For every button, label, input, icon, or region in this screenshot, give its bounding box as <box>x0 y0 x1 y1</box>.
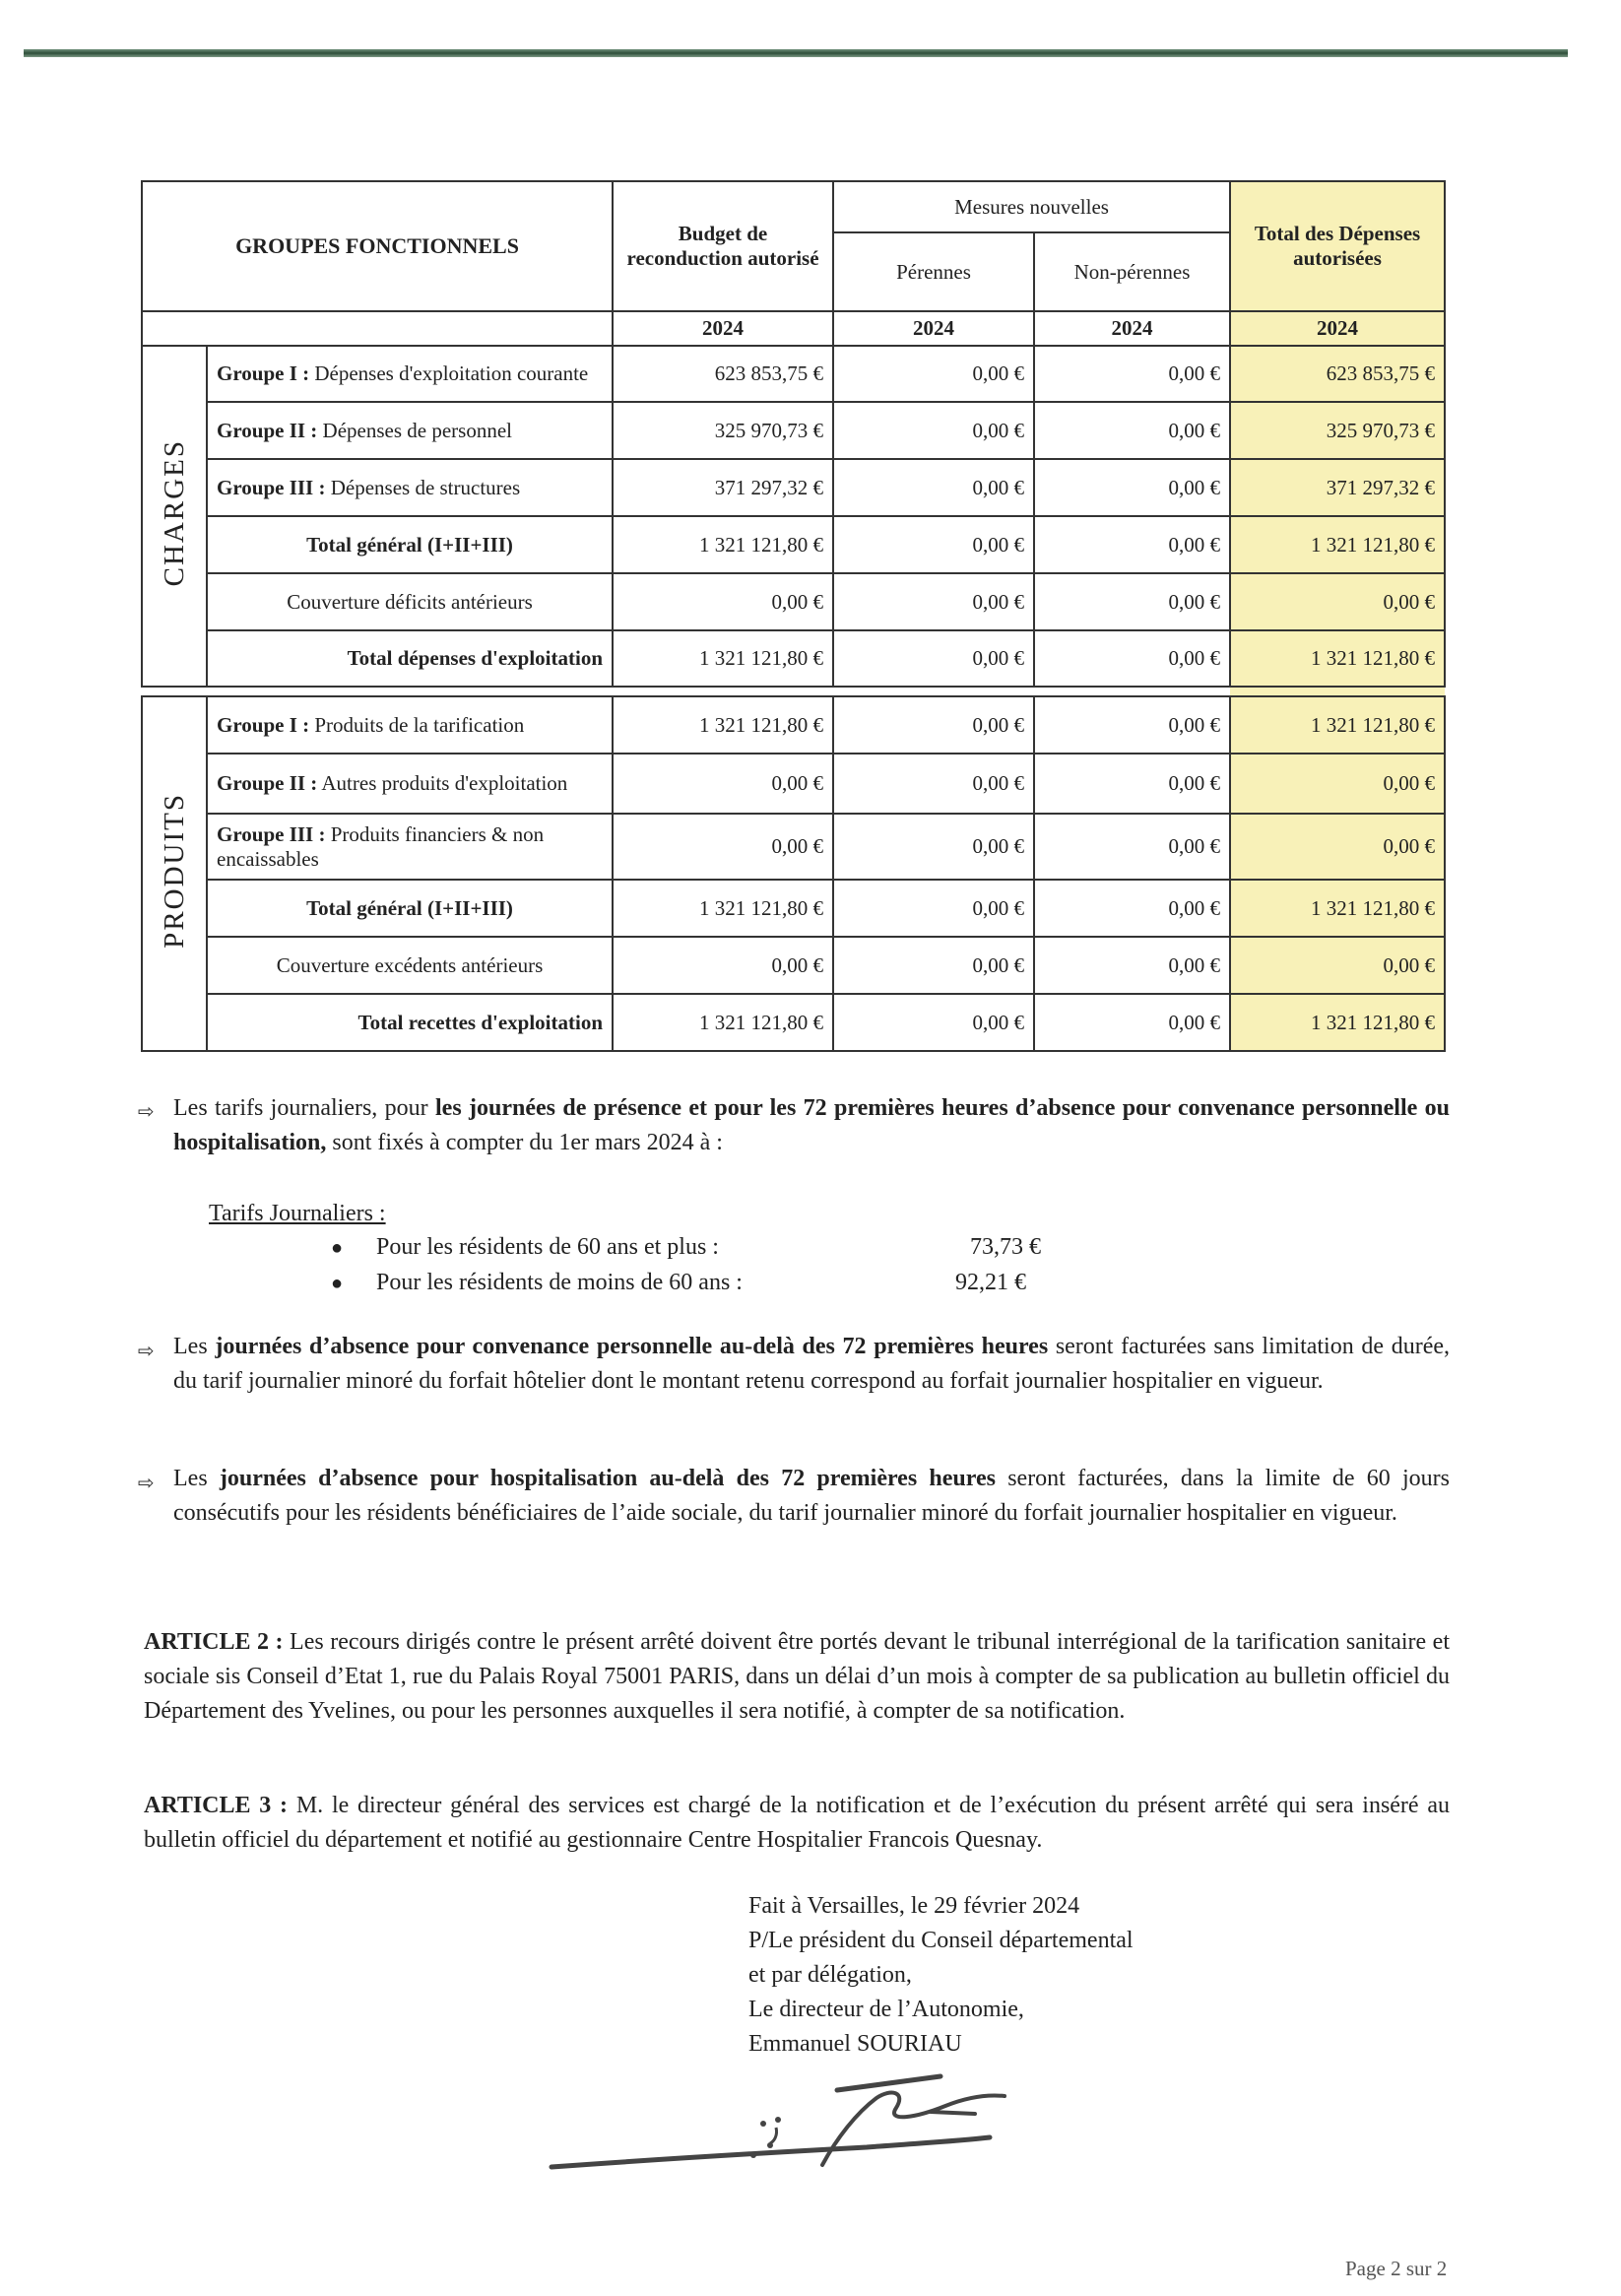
header-perennes: Pérennes <box>833 232 1034 311</box>
row-label: Total général (I+II+III) <box>207 516 613 573</box>
top-rule <box>24 49 1568 57</box>
cell-perennes: 0,00 € <box>833 516 1034 573</box>
bullet-icon: ● <box>331 1237 344 1259</box>
year-budget: 2024 <box>613 311 833 346</box>
tarif-label: Pour les résidents de 60 ans et plus : <box>376 1234 719 1260</box>
year-non-perennes: 2024 <box>1034 311 1230 346</box>
cell-perennes: 0,00 € <box>833 696 1034 754</box>
table-row <box>142 754 1445 814</box>
cell-budget: 1 321 121,80 € <box>613 696 833 754</box>
cell-total: 325 970,73 € <box>1230 402 1445 459</box>
signature-name: Emmanuel SOURIAU <box>748 2031 962 2057</box>
cell-budget: 0,00 € <box>613 573 833 630</box>
header-budget: Budget de reconduction autorisé <box>613 181 833 311</box>
article-3-title: ARTICLE 3 : <box>144 1793 289 1818</box>
row-label: Produits de la tarification <box>309 712 525 737</box>
cell-budget: 623 853,75 € <box>613 346 833 402</box>
cell-perennes: 0,00 € <box>833 459 1034 516</box>
row-prefix: Groupe III : <box>217 821 326 846</box>
year-perennes: 2024 <box>833 311 1034 346</box>
cell-total: 1 321 121,80 € <box>1230 994 1445 1051</box>
row-label: Couverture excédents antérieurs <box>207 937 613 994</box>
cell-total: 0,00 € <box>1230 573 1445 630</box>
cell-total: 0,00 € <box>1230 754 1445 814</box>
year-total: 2024 <box>1230 311 1445 346</box>
table-row <box>142 402 1445 459</box>
cell-total: 1 321 121,80 € <box>1230 516 1445 573</box>
table-row <box>142 696 1445 754</box>
row-label: Dépenses d'exploitation courante <box>309 361 589 385</box>
cell-total: 1 321 121,80 € <box>1230 696 1445 754</box>
cell-budget: 1 321 121,80 € <box>613 880 833 937</box>
table-row <box>142 994 1445 1051</box>
handwritten-signature <box>542 2068 1014 2197</box>
header-non-perennes: Non-pérennes <box>1034 232 1230 311</box>
cell-perennes: 0,00 € <box>833 346 1034 402</box>
charges-side-label: CHARGES <box>142 346 207 687</box>
cell-total: 371 297,32 € <box>1230 459 1445 516</box>
tarif-label: Pour les résidents de moins de 60 ans : <box>376 1270 743 1295</box>
cell-non-perennes: 0,00 € <box>1034 402 1230 459</box>
cell-non-perennes: 0,00 € <box>1034 516 1230 573</box>
tarif-value: 73,73 € <box>970 1234 1041 1260</box>
table-row <box>142 937 1445 994</box>
row-prefix: Groupe III : <box>217 475 326 499</box>
table-row <box>142 630 1445 687</box>
row-prefix: Groupe II : <box>217 418 318 442</box>
cell-budget: 0,00 € <box>613 814 833 880</box>
cell-total: 0,00 € <box>1230 814 1445 880</box>
arrow-icon: ⇨ <box>138 1339 155 1362</box>
table-row <box>142 346 1445 402</box>
page-number: Page 2 sur 2 <box>1345 2257 1448 2280</box>
cell-non-perennes: 0,00 € <box>1034 937 1230 994</box>
signature-place-date: Fait à Versailles, le 29 février 2024 <box>748 1893 1080 1919</box>
article-3: ARTICLE 3 : M. le directeur général des services est chargé de la notification et de l’exécution du présent arrêté qui sera inséré au bulletin officiel du département et notifié au gestionnaire Centre Hospitalier Francois Quesnay. <box>144 1793 1450 1853</box>
header-groups: GROUPES FONCTIONNELS <box>142 181 613 311</box>
header-mesures: Mesures nouvelles <box>833 181 1230 232</box>
cell-total: 0,00 € <box>1230 937 1445 994</box>
cell-perennes: 0,00 € <box>833 754 1034 814</box>
tarifs-heading: Tarifs Journaliers : <box>209 1201 386 1226</box>
table-row <box>142 573 1445 630</box>
row-label: Produits financiers & non encaissables <box>217 821 545 871</box>
cell-perennes: 0,00 € <box>833 994 1034 1051</box>
cell-non-perennes: 0,00 € <box>1034 880 1230 937</box>
row-prefix: Groupe I : <box>217 361 310 385</box>
cell-non-perennes: 0,00 € <box>1034 994 1230 1051</box>
table-row <box>142 516 1445 573</box>
cell-perennes: 0,00 € <box>833 573 1034 630</box>
cell-non-perennes: 0,00 € <box>1034 814 1230 880</box>
row-label: Couverture déficits antérieurs <box>207 573 613 630</box>
signature-delegation: et par délégation, <box>748 1962 912 1988</box>
cell-budget: 371 297,32 € <box>613 459 833 516</box>
cell-non-perennes: 0,00 € <box>1034 346 1230 402</box>
cell-perennes: 0,00 € <box>833 937 1034 994</box>
article-2: ARTICLE 2 : Les recours dirigés contre le présent arrêté doivent être portés devant le tribunal interrégional de la tarification sanitaire et sociale sis Conseil d’Etat 1, rue du Palais Royal 75001 PARIS, dans un délai d’un mois à compter de sa publication au bulletin officiel du Département des Yvelines, ou pour les personnes auxquelles il sera notifié, à compter de sa notification. <box>144 1629 1451 1724</box>
bullet-icon: ● <box>331 1273 344 1294</box>
row-label: Total dépenses d'exploitation <box>207 630 613 687</box>
cell-budget: 0,00 € <box>613 754 833 814</box>
cell-perennes: 0,00 € <box>833 630 1034 687</box>
row-prefix: Groupe II : <box>217 771 318 795</box>
paragraph-absence-convenance: Les journées d’absence pour convenance personnelle au-delà des 72 premières heures seront facturées sans limitation de durée, du tarif journalier minoré du forfait hôtelier dont le montant retenu correspond au forfait journalier hospitalier en vigueur. <box>173 1334 1450 1394</box>
budget-table <box>141 180 1446 1052</box>
table-row <box>142 459 1445 516</box>
tarif-value: 92,21 € <box>955 1270 1026 1295</box>
cell-perennes: 0,00 € <box>833 814 1034 880</box>
produits-side-label: PRODUITS <box>142 696 207 1051</box>
article-2-title: ARTICLE 2 : <box>144 1629 284 1655</box>
cell-budget: 1 321 121,80 € <box>613 630 833 687</box>
cell-perennes: 0,00 € <box>833 880 1034 937</box>
paragraph-absence-hospitalisation: Les journées d’absence pour hospitalisation au-delà des 72 premières heures seront facturées, dans la limite de 60 jours consécutifs pour les résidents bénéficiaires de l’aide sociale, du tarif journalier minoré du forfait journalier hospitalier en vigueur. <box>173 1466 1450 1526</box>
row-label: Total général (I+II+III) <box>207 880 613 937</box>
row-prefix: Groupe I : <box>217 712 310 737</box>
cell-budget: 0,00 € <box>613 937 833 994</box>
row-label: Dépenses de personnel <box>317 418 512 442</box>
header-total: Total des Dépenses autorisées <box>1230 181 1445 311</box>
cell-total: 1 321 121,80 € <box>1230 880 1445 937</box>
cell-total: 1 321 121,80 € <box>1230 630 1445 687</box>
table-row <box>142 880 1445 937</box>
signature-president: P/Le président du Conseil départemental <box>748 1928 1134 1953</box>
cell-budget: 325 970,73 € <box>613 402 833 459</box>
row-label: Dépenses de structures <box>325 475 521 499</box>
arrow-icon: ⇨ <box>138 1099 155 1123</box>
row-label: Total recettes d'exploitation <box>207 994 613 1051</box>
arrow-icon: ⇨ <box>138 1471 155 1494</box>
cell-budget: 1 321 121,80 € <box>613 516 833 573</box>
paragraph-tarifs: Les tarifs journaliers, pour les journées de présence et pour les 72 premières heures d’absence pour convenance personnelle ou hospitalisation, sont fixés à compter du 1er mars 2024 à : <box>173 1095 1450 1155</box>
cell-perennes: 0,00 € <box>833 402 1034 459</box>
table-row <box>142 814 1445 880</box>
row-label: Autres produits d'exploitation <box>317 771 568 795</box>
cell-non-perennes: 0,00 € <box>1034 696 1230 754</box>
cell-non-perennes: 0,00 € <box>1034 754 1230 814</box>
signature-role: Le directeur de l’Autonomie, <box>748 1997 1024 2022</box>
cell-budget: 1 321 121,80 € <box>613 994 833 1051</box>
cell-non-perennes: 0,00 € <box>1034 573 1230 630</box>
cell-total: 623 853,75 € <box>1230 346 1445 402</box>
cell-non-perennes: 0,00 € <box>1034 459 1230 516</box>
cell-non-perennes: 0,00 € <box>1034 630 1230 687</box>
